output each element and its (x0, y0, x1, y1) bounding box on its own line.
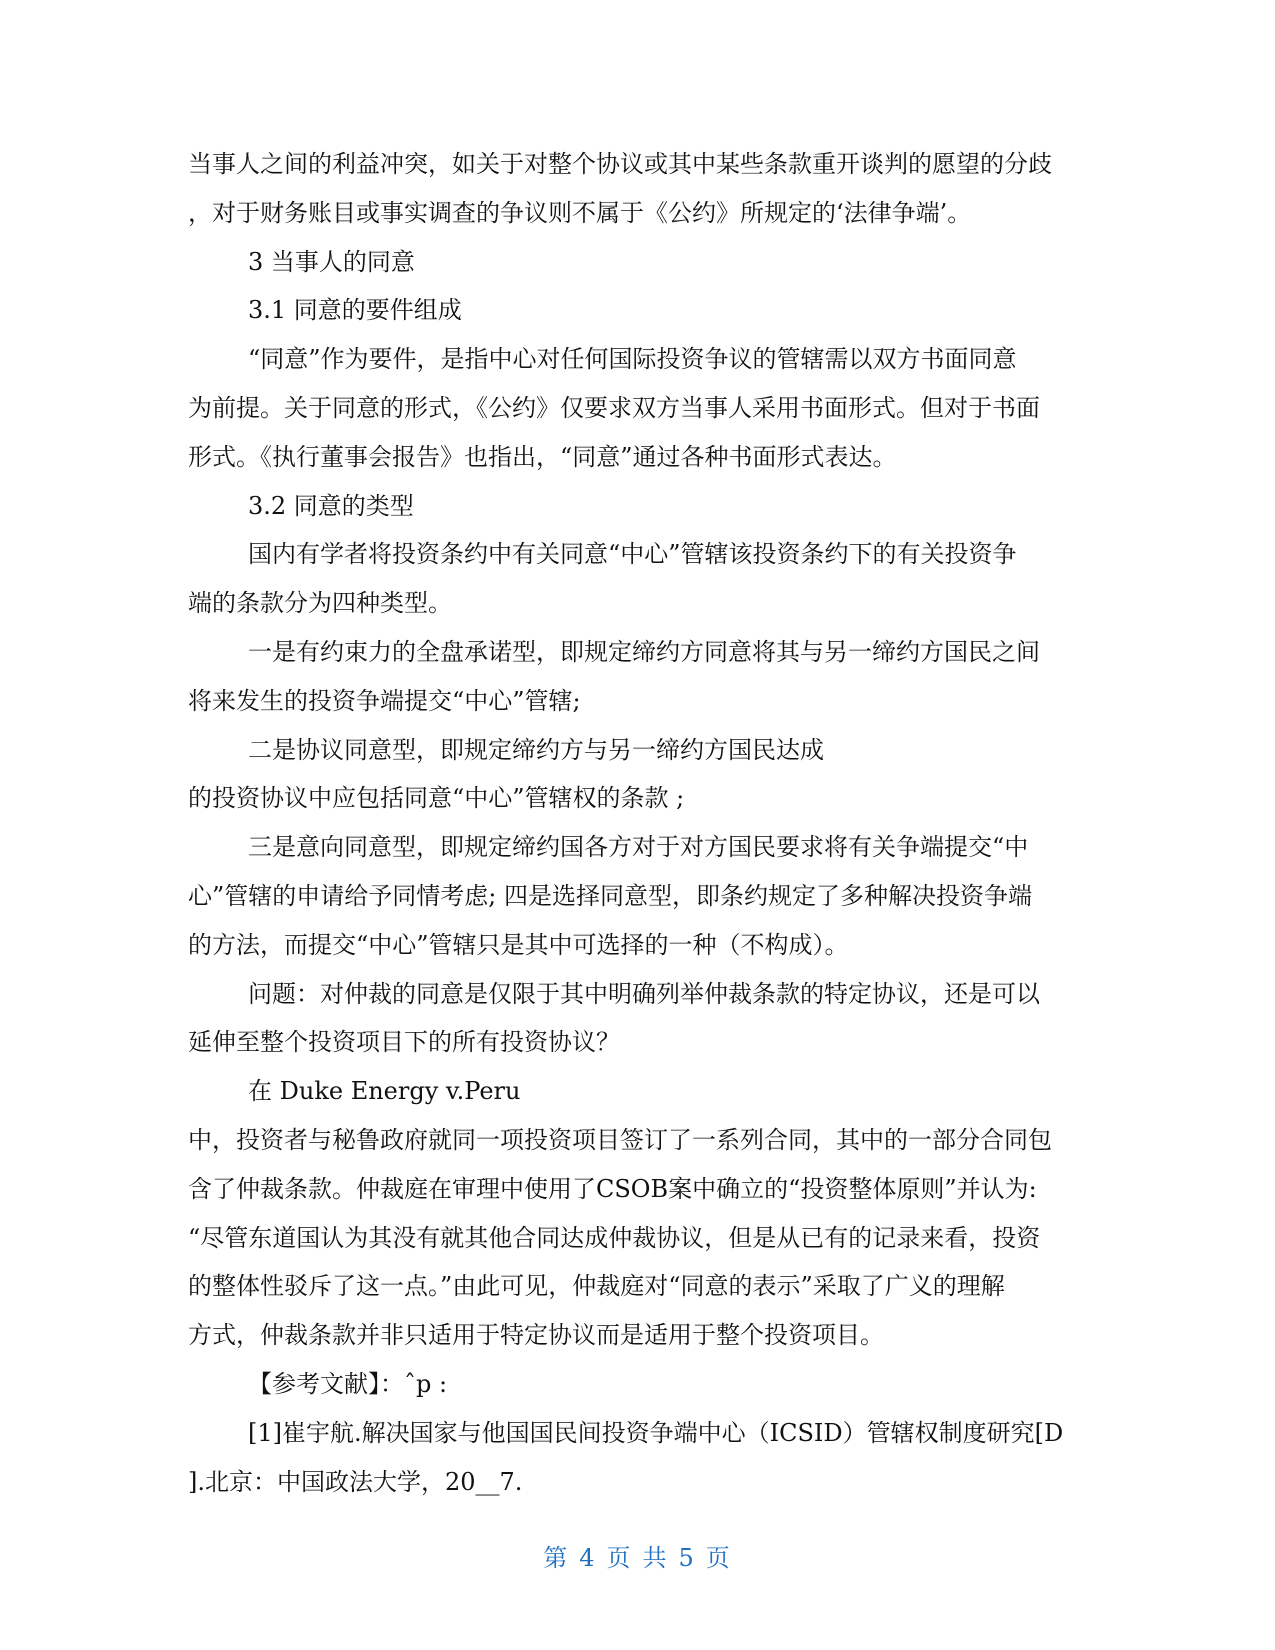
footer-ye: 页 (606, 1544, 633, 1572)
text-line: ，对于财务账目或事实调查的争议则不属于《公约》所规定的‘法律争端’。 (188, 198, 972, 227)
footer-total-pages: 5 (678, 1544, 696, 1572)
footer-ye: 页 (705, 1544, 732, 1572)
reference-entry: ].北京：中国政法大学，20__7. (188, 1467, 523, 1496)
text-line: 端的条款分为四种类型。 (188, 589, 452, 618)
section-heading: 3 当事人的同意 (248, 247, 415, 276)
reference-entry: [1]崔宇航.解决国家与他国国民间投资争端中心（ICSID）管辖权制度研究[D (248, 1418, 1064, 1447)
page-footer (0, 1538, 1275, 1573)
text-line: “尽管东道国认为其没有就其他合同达成仲裁协议，但是从已有的记录来看，投资 (188, 1223, 1041, 1252)
text-line: 一是有约束力的全盘承诺型，即规定缔约方同意将其与另一缔约方国民之间 (248, 637, 1040, 666)
text-line: 二是协议同意型，即规定缔约方与另一缔约方国民达成 (248, 735, 824, 764)
references-heading: 【参考文献】：ˆp : (248, 1369, 448, 1398)
text-line: 三是意向同意型，即规定缔约国各方对于对方国民要求将有关争端提交“中 (248, 833, 1029, 862)
text-line: 含了仲裁条款。仲裁庭在审理中使用了CSOB案中确立的“投资整体原则”并认为: (188, 1174, 1037, 1203)
text-line: 中，投资者与秘鲁政府就同一项投资项目签订了一系列合同，其中的一部分合同包 (188, 1125, 1052, 1154)
text-line: 将来发生的投资争端提交“中心”管辖; (188, 686, 581, 715)
text-line: “同意”作为要件，是指中心对任何国际投资争议的管辖需以双方书面同意 (248, 345, 1017, 374)
footer-di: 第 (543, 1544, 570, 1572)
text-line: 国内有学者将投资条约中有关同意“中心”管辖该投资条约下的有关投资争 (248, 540, 1017, 569)
text-line: 的整体性驳斥了这一点。”由此可见，仲裁庭对“同意的表示”采取了广义的理解 (188, 1272, 1005, 1301)
text-line: 当事人之间的利益冲突，如关于对整个协议或其中某些条款重开谈判的愿望的分歧 (188, 150, 1052, 178)
subsection-heading: 3.1 同意的要件组成 (248, 296, 462, 325)
text-line: 在 Duke Energy v.Peru (248, 1077, 521, 1106)
text-line: 的方法，而提交“中心”管辖只是其中可选择的一种（不构成）。 (188, 930, 849, 959)
text-line: 形式。《执行董事会报告》也指出，“同意”通过各种书面形式表达。 (188, 442, 897, 471)
text-line: 方式，仲裁条款并非只适用于特定协议而是适用于整个投资项目。 (188, 1321, 884, 1350)
text-line: 的投资协议中应包括同意“中心”管辖权的条款 ; (188, 784, 685, 813)
footer-page-number: 4 (579, 1544, 597, 1572)
document-body (188, 140, 1088, 1506)
text-line: 问题：对仲裁的同意是仅限于其中明确列举仲裁条款的特定协议，还是可以 (248, 979, 1040, 1008)
text-line: 延伸至整个投资项目下的所有投资协议？ (188, 1028, 620, 1057)
subsection-heading: 3.2 同意的类型 (248, 491, 414, 520)
text-line: 为前提。关于同意的形式，《公约》仅要求双方当事人采用书面形式。但对于书面 (188, 393, 1040, 422)
footer-gong: 共 (642, 1544, 669, 1572)
text-line: 心”管辖的申请给予同情考虑; 四是选择同意型，即条约规定了多种解决投资争端 (188, 881, 1032, 910)
